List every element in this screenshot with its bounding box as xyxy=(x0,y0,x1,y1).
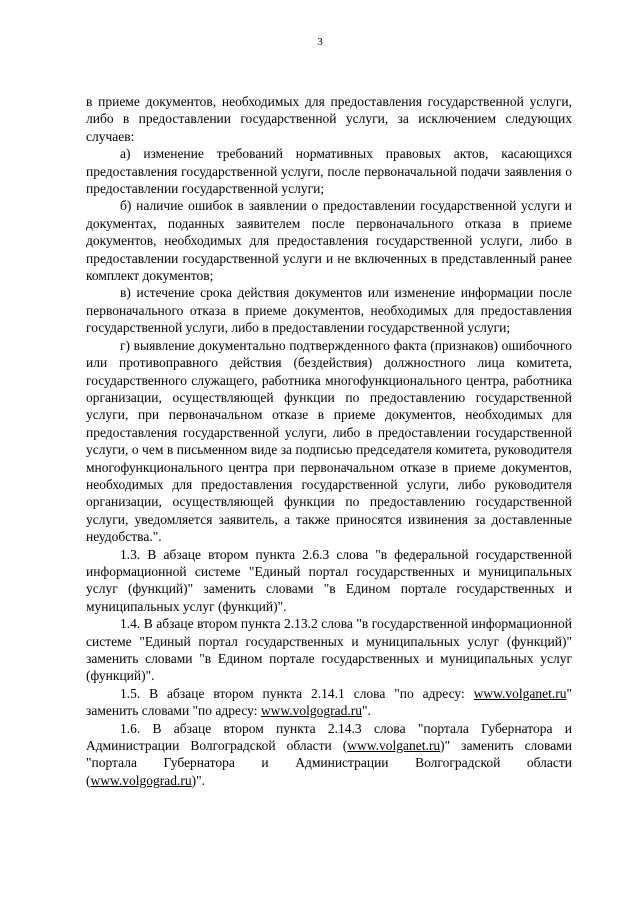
paragraph-1-5 xyxy=(86,685,572,720)
paragraph-item-b: б) наличие ошибок в заявлении о предоставлении государственной услуги и документах, поданных заявителем после первоначального отказа в приеме документов, необходимых для предоставления государственной услуги, либо в предоставлении государственной услуги и не включенных в представленный ранее комплект документов; xyxy=(86,198,572,284)
paragraph-1-5-text-2: " заменить словами "по адресу: xyxy=(86,685,572,719)
document-body xyxy=(86,93,572,789)
paragraph-intro: в приеме документов, необходимых для предоставления государственной услуги, либо в предоставлении государственной услуги, за исключением следующих случаев: xyxy=(86,94,572,144)
paragraph-1-3: 1.3. В абзаце втором пункта 2.6.3 слова "в федеральной государственной информационной системе "Единый портал государственных и муниципальных услуг (функций)" заменить словами "в Едином портале государственных и муниципальных услуг (функций)". xyxy=(86,546,572,614)
paragraph-item-g: г) выявление документально подтвержденного факта (признаков) ошибочного или противоправного действия (бездействия) должностного лица комитета, государственного служащего, работника многофункционального центра, работника организации, осуществляющей функции по предоставлению государственной услуги, при первоначальном отказе в приеме документов, необходимых для предоставления государственной услуги, либо в предоставлении государственной услуги, о чем в письменном виде за подписью председателя комитета, руководителя многофункционального центра при первоначальном отказе в приеме документов, необходимых для предоставления государственной услуги, либо руководителя организации, осуществляющей функции по предоставлению государственной услуги, уведомляется заявитель, а также приносятся извинения за доставленные неудобства.". xyxy=(86,337,572,545)
paragraph-1-6 xyxy=(86,720,572,790)
volgograd-link[interactable]: www.volgograd.ru xyxy=(90,772,192,788)
paragraph-1-6-text-3: )". xyxy=(191,772,205,788)
paragraph-item-v: в) истечение срока действия документов или изменение информации после первоначального отказа в приеме документов, необходимых для предоставления государственной услуги, либо в предоставлении государственной услуги; xyxy=(86,285,572,336)
volganet-link[interactable]: www.volganet.ru xyxy=(473,685,567,701)
paragraph-item-a: а) изменение требований нормативных правовых актов, касающихся предоставления государственной услуги, после первоначальной подачи заявления о предоставлении государственной услуги; xyxy=(86,146,572,197)
paragraph-1-5-text-3: ". xyxy=(361,703,371,719)
paragraph-1-5-text-1: 1.5. В абзаце втором пункта 2.14.1 слова "по адресу: xyxy=(120,685,474,701)
paragraph-1-4: 1.4. В абзаце втором пункта 2.13.2 слова "в государственной информационной системе "Единый портал государственных и муниципальных услуг (функций)" заменить словами "в Едином портале государственных и муниципальных услуг (функций)". xyxy=(86,616,572,684)
page-number: 3 xyxy=(317,36,323,48)
volgograd-link[interactable]: www.volgograd.ru xyxy=(260,703,362,719)
volganet-link[interactable]: www.volganet.ru xyxy=(347,738,441,754)
paragraph-1-6-text-1: 1.6. В абзаце втором пункта 2.14.3 слова "портала Губернатора и Администрации Волгоградской области ( xyxy=(86,720,572,754)
paragraph-1-6-text-2: )" заменить словами "портала Губернатора и Администрации Волгоградской области ( xyxy=(86,738,573,788)
